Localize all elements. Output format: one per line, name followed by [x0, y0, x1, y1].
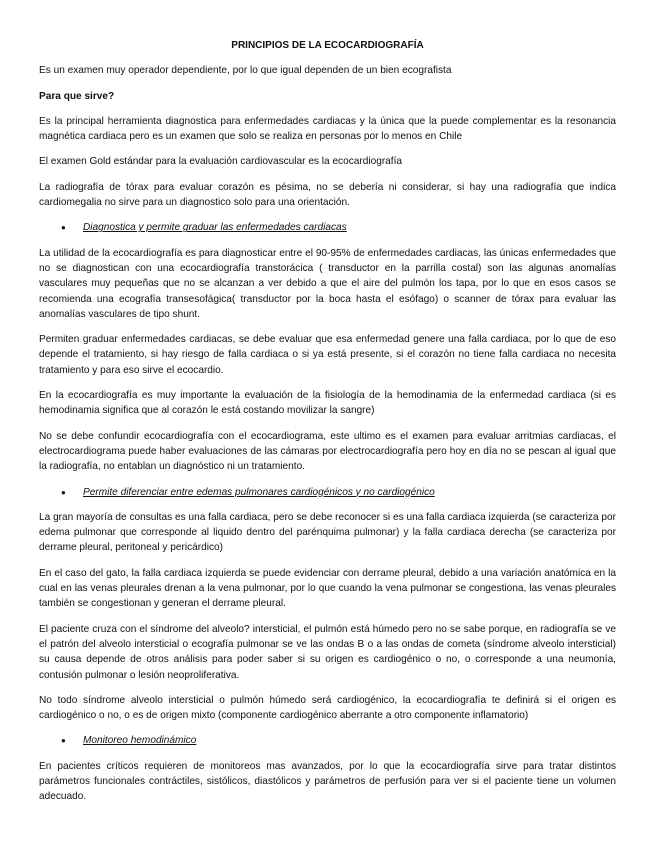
paragraph-utilidad: La utilidad de la ecocardiografía es para diagnosticar entre el 90-95% de enfermedades cardiacas, las únicas enfermedades que no se diagnostican con una ecocardiografía transtorácica ( transductor en la parrilla costal) son las algunas anomalías vasculares muy pequeñas que no se alcanzan a ver debido a que el aire del pulmón los tapa, por lo que en esos casos se recomienda una ecografía transesofágica( transductor por la boca hasta el esófago) o scanner de tórax para evaluar las anomalías vasculares de tipo shunt. [39, 247, 616, 320]
paragraph-pulmon-humedo: No todo síndrome alveolo intersticial o pulmón húmedo será cardiogénico, la ecocardiografía te definirá si el origen es cardiogénico o no, o es de origen mixto (componente cardiogénico aberrante a otro componente inflamatorio) [39, 694, 616, 722]
paragraph-herramienta: Es la principal herramienta diagnostica para enfermedades cardiacas y la única que la puede complementar es la resonancia magnética cardiaca pero es un examen que solo se realiza en personas por lo menos en Chile [39, 115, 616, 143]
bullet-icon: ● [61, 487, 66, 497]
bullet-label: Permite diferenciar entre edemas pulmonares cardiogénicos y no cardiogénico [83, 486, 435, 498]
bullet-icon: ● [61, 736, 66, 746]
paragraph-falla-cardiaca: La gran mayoría de consultas es una falla cardiaca, pero se debe reconocer si es una falla cardiaca izquierda (se caracteriza por edema pulmonar que corresponde al liquido dentro del parénquima pulmonar) y la falla cardiaca derecha (se caracteriza por derrame pleural, peritoneal y pericárdico) [39, 511, 616, 554]
bullet-label: Diagnostica y permite graduar las enfermedades cardiacas [83, 222, 347, 234]
paragraph-radiografia: La radiografía de tórax para evaluar corazón es pésima, no se debería ni considerar, si hay una radiografía que indica cardiomegalia no sirve para un diagnostico solo para una orientación. [39, 181, 616, 209]
paragraph-no-confundir: No se debe confundir ecocardiografía con el ecocardiograma, este ultimo es el examen para evaluar arritmias cardiacas, el electrocardiograma puede haber evaluaciones de las cámaras por electrocardiografía pero hoy en día no se pescan al igual que la radiografía, no entablan un diagnóstico ni un tratamiento. [39, 430, 616, 473]
bullet-item-diferenciar [39, 485, 616, 500]
paragraph-gato: En el caso del gato, la falla cardiaca izquierda se puede evidenciar con derrame pleural, debido a una variación anatómica en la cual en las venas pleurales drenan a la vena pulmonar, por lo que cuando la vena pulmonar se congestiona, las venas pleurales también se congestionan y generan el derrame pleural. [39, 567, 616, 610]
section-heading-para-que-sirve: Para que sirve? [39, 90, 115, 102]
paragraph-hemodinamia: En la ecocardiografía es muy importante la evaluación de la fisiología de la hemodinamia de la enfermedad cardiaca (si es hemodinamia significa que al corazón le está costando movilizar la sangre) [39, 390, 616, 417]
bullet-item-monitoreo [39, 733, 616, 748]
intro-paragraph: Es un examen muy operador dependiente, por lo que igual dependen de un bien ecografista [39, 65, 452, 77]
paragraph-gold-estandar: El examen Gold estándar para la evaluación cardiovascular es la ecocardiografía [39, 156, 403, 168]
bullet-item-diagnostica [39, 220, 616, 235]
paragraph-graduar: Permiten graduar enfermedades cardiacas, se debe evaluar que esa enfermedad genere una falla cardiaca, por lo que de eso depende el tratamiento, si hay riesgo de falla cardiaca o si ya está presente, si el corazón no tiene falla cardiaca no necesita tratamiento y para eso sirve el ecocardio. [39, 334, 616, 376]
bullet-icon: ● [61, 223, 66, 233]
bullet-label: Monitoreo hemodinámico [83, 735, 197, 747]
paragraph-pacientes-criticos: En pacientes críticos requieren de monitoreos mas avanzados, por lo que la ecocardiografía sirve para tratar distintos parámetros funcionales contráctiles, sistólicos, diastólicos y parámetros de perfusión para ver si el paciente tiene un volumen adecuado. [39, 760, 616, 803]
paragraph-sindrome-alveolo: El paciente cruza con el síndrome del alveolo? intersticial, el pulmón está húmedo pero no se sabe porque, en radiografía se ve el patrón del alveolo intersticial o ecografía pulmonar se ve las ondas B o a las ondas de cometa (síndrome alveolo intersticial) su causa depende de otros análisis para poder saber si su origen es cardiogénico o no, o corresponde a una neumonía, contusión pulmonar o lesión neoproliferativa. [39, 623, 616, 681]
document-title: PRINCIPIOS DE LA ECOCARDIOGRAFÍA [231, 40, 424, 51]
